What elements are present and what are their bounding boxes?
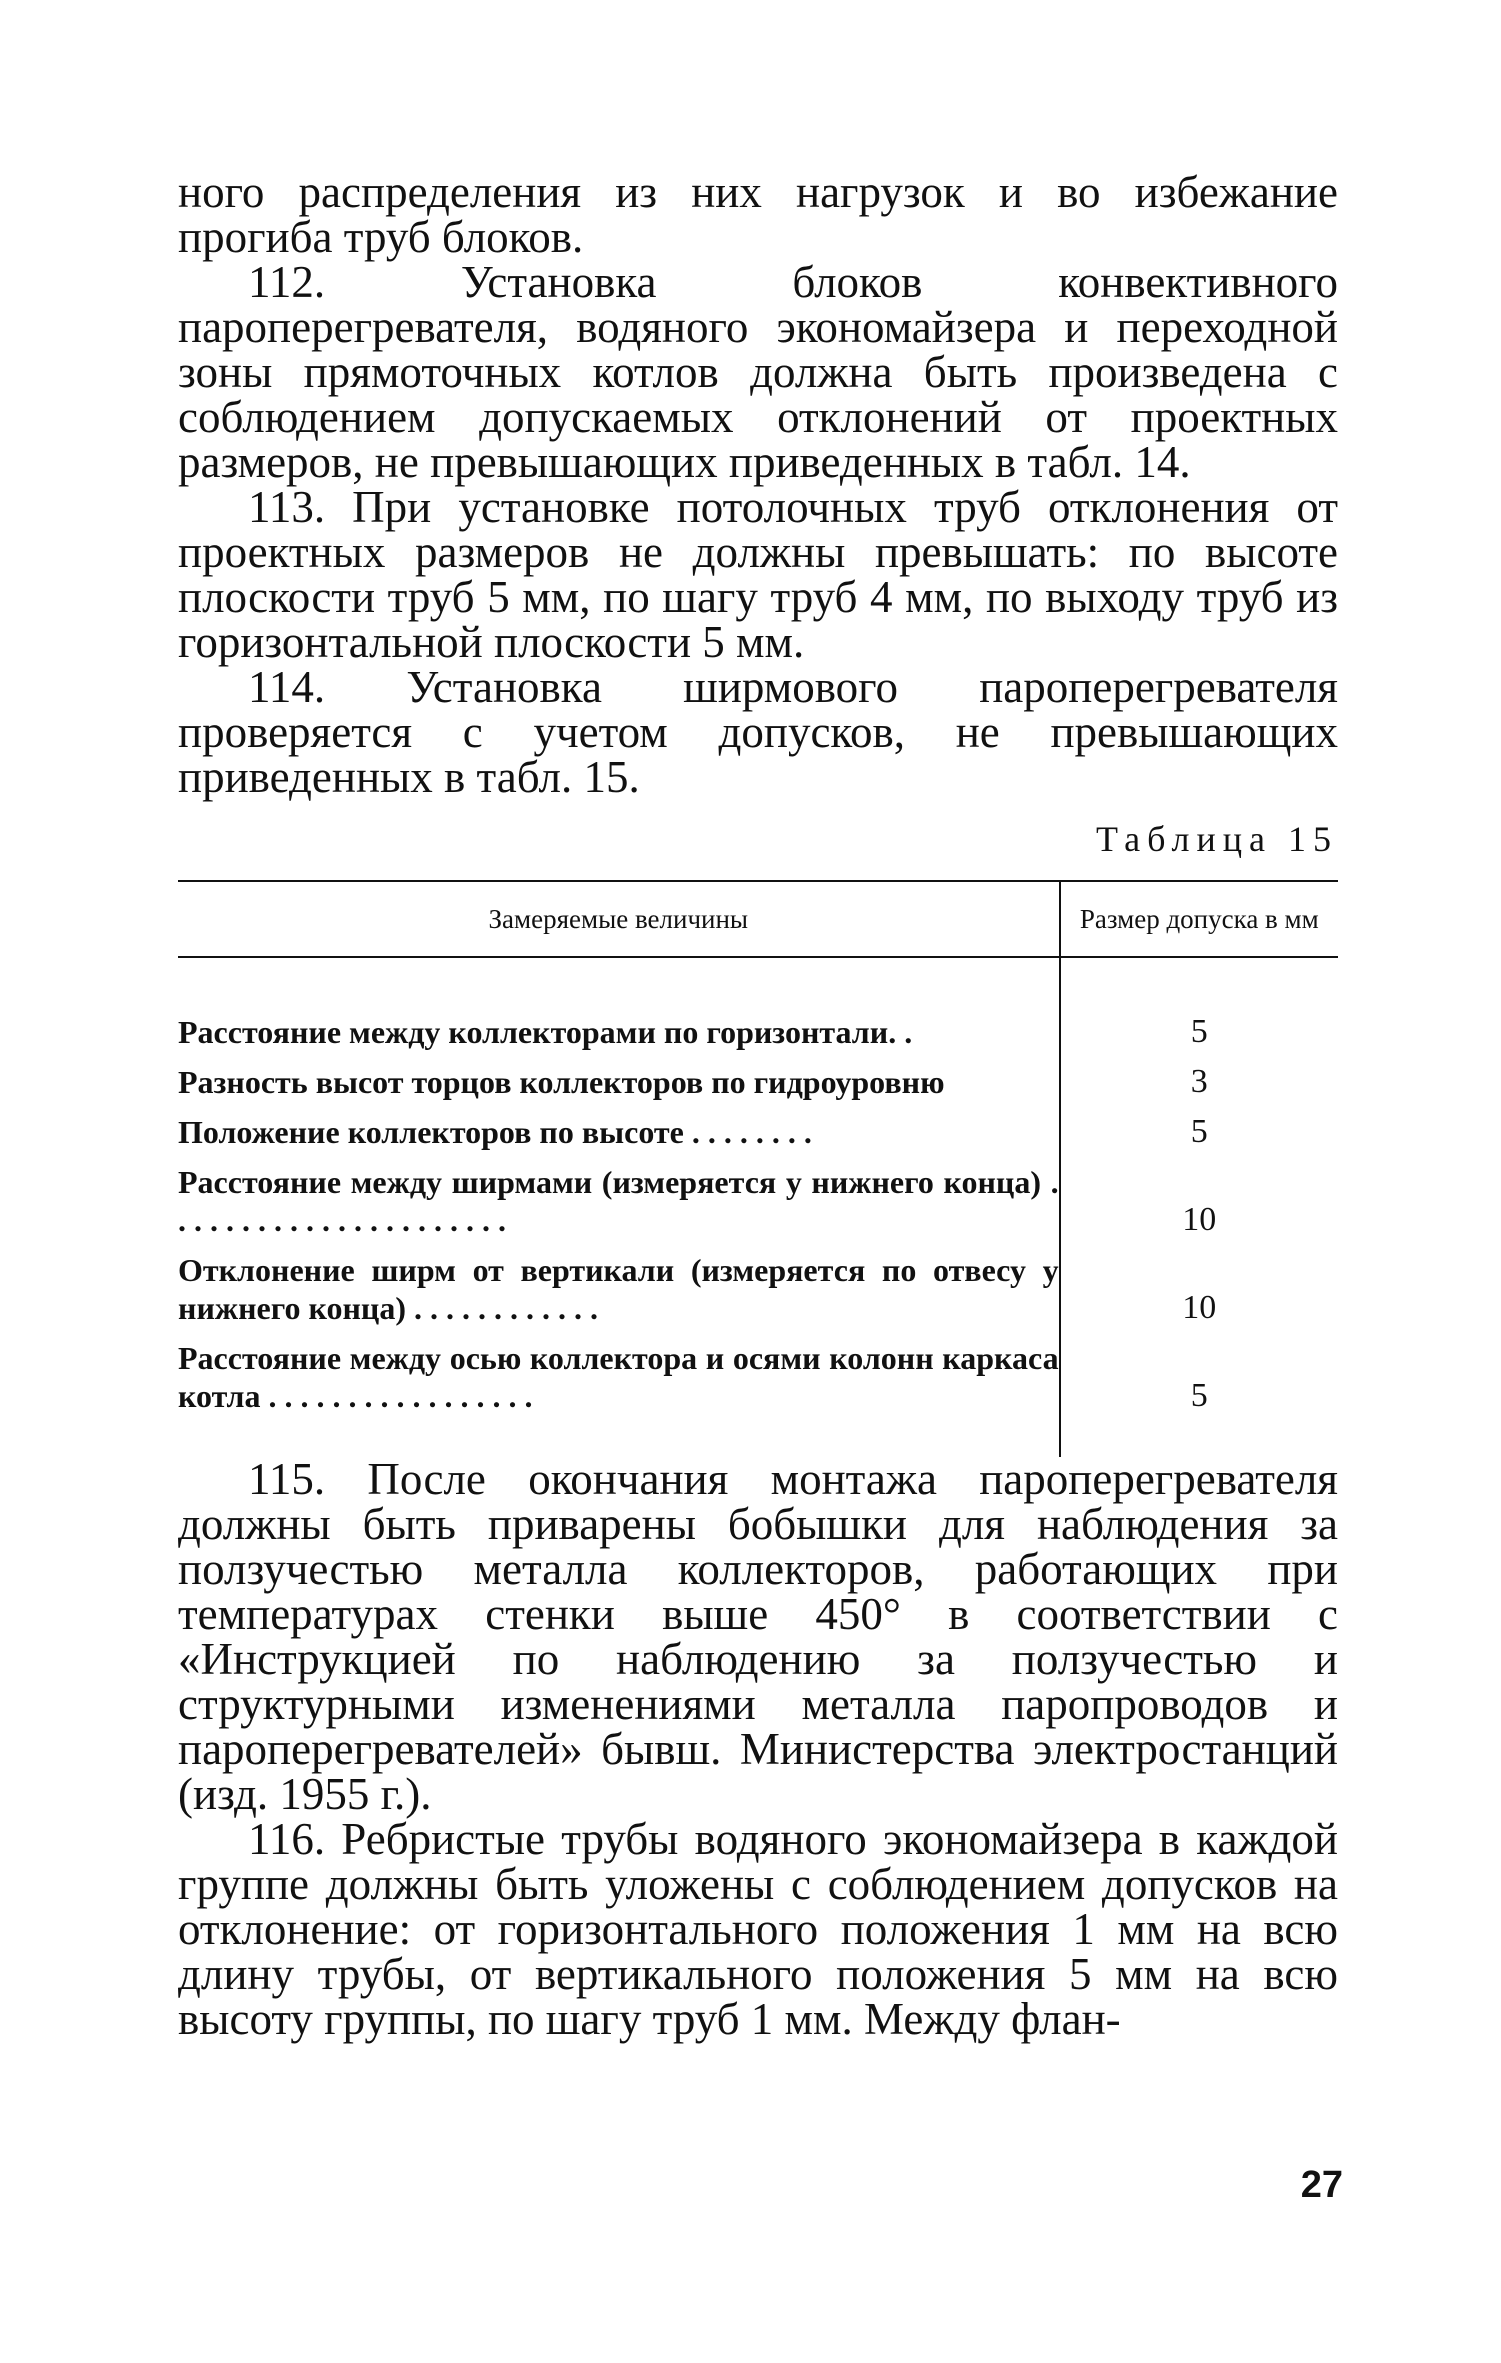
table-row (178, 1333, 1338, 1457)
paragraph-113: 113. При установке потолочных труб отклонения от проектных размеров не должны превышать: по высоте плоскости труб 5 мм, по шагу труб 4 мм, по выходу труб из горизонтальной плоскости 5 мм. (178, 482, 1338, 667)
tolerance-table (178, 880, 1338, 1457)
table-header-row (178, 881, 1338, 957)
row-value: 10 (1060, 1157, 1338, 1245)
header-measured-values: Замеряемые величины (178, 881, 1060, 957)
paragraph-112: 112. Установка блоков конвективного пароперегревателя, водяного экономайзера и переходной зоны прямоточных котлов должна быть произведена с соблюдением допускаемых отклонений от проектных размеров, не превышающих приведенных в табл. 14. (178, 257, 1338, 487)
paragraph-114: 114. Установка ширмового пароперегревателя проверяется с учетом допусков, не превышающих приведенных в табл. 15. (178, 662, 1338, 802)
page-number: 27 (1300, 2164, 1343, 2206)
row-value: 5 (1060, 1333, 1338, 1457)
table-row (178, 1107, 1338, 1157)
row-name: Положение коллекторов по высоте . . . . . . . . (178, 1114, 812, 1150)
paragraph-116: 116. Ребристые трубы водяного экономайзера в каждой группе должны быть уложены с соблюдением допусков на отклонение: от горизонтального положения 1 мм на всю длину трубы, от вертикального положения 5 мм на всю высоту группы, по шагу труб 1 мм. Между флан- (178, 1814, 1338, 2044)
row-value: 10 (1060, 1245, 1338, 1333)
row-name: Отклонение ширм от вертикали (измеряется по отвесу у нижнего конца) . . . . . . . . . . . . (178, 1252, 1059, 1326)
table-row (178, 1157, 1338, 1245)
table-caption: Таблица 15 (1096, 819, 1338, 859)
row-value: 5 (1060, 1107, 1338, 1157)
row-value: 3 (1060, 1057, 1338, 1107)
table-row (178, 957, 1338, 1057)
table-row (178, 1057, 1338, 1107)
paragraph-continuation: ного распределения из них нагрузок и во избежание прогиба труб блоков. (178, 167, 1338, 262)
row-name: Расстояние между коллекторами по горизонтали. . (178, 1014, 913, 1050)
table-row (178, 1245, 1338, 1333)
row-name: Расстояние между осью коллектора и осями колонн каркаса котла . . . . . . . . . . . . . . . . . (178, 1340, 1059, 1414)
document-page (178, 167, 1338, 2044)
row-name: Расстояние между ширмами (измеряется у нижнего конца) . . . . . . . . . . . . . . . . . . . . . . (178, 1164, 1059, 1238)
row-value: 5 (1060, 957, 1338, 1057)
row-name: Разность высот торцов коллекторов по гидроуровню (178, 1064, 945, 1100)
paragraph-115: 115. После окончания монтажа пароперегревателя должны быть приварены бобышки для наблюдения за ползучестью металла коллекторов, работающих при температурах стенки выше 450° в соответствии с «Инструкцией по наблюдению за ползучестью и структурными изменениями металла паропроводов и пароперегревателей» бывш. Министерства электростанций (изд. 1955 г.). (178, 1454, 1338, 1819)
header-tolerance: Размер допуска в мм (1060, 881, 1338, 957)
